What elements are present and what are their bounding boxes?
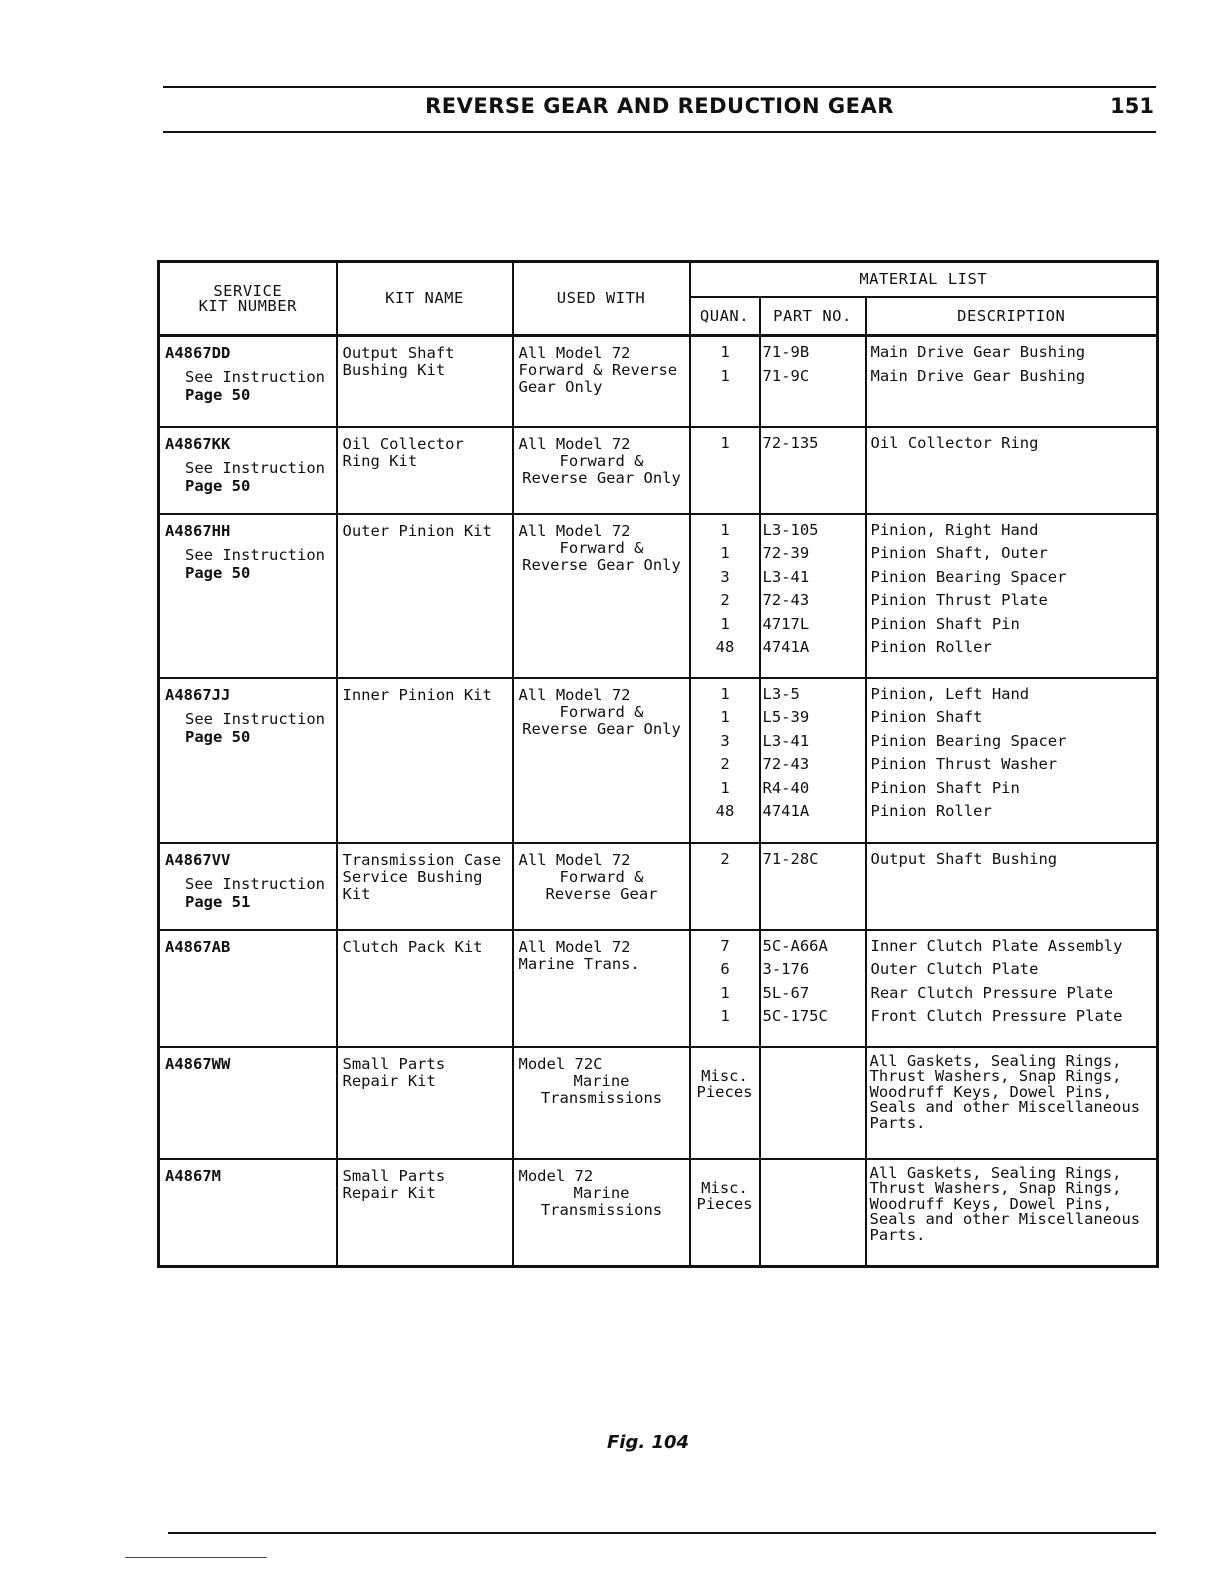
item-part-no: 72-43 — [762, 591, 810, 609]
kit-name: Inner Pinion Kit — [342, 685, 492, 704]
item-part-no: 72-43 — [762, 755, 810, 773]
kit-name: Small Parts Repair Kit — [342, 1054, 446, 1090]
item-part-no: L5-39 — [762, 708, 810, 726]
col-header-description: DESCRIPTION — [866, 297, 1158, 336]
kit-number: A4867VV — [165, 850, 231, 869]
item-description: Pinion Shaft Pin — [870, 614, 1020, 633]
description-cell — [866, 1047, 1158, 1159]
used-with-cell — [513, 930, 690, 1047]
table-body — [159, 336, 1158, 1267]
quantity-cell — [690, 427, 760, 514]
item-part-no: 72-135 — [762, 433, 819, 452]
kit-number-cell — [159, 427, 337, 514]
kit-number-cell — [159, 678, 337, 843]
item-description: Pinion Bearing Spacer — [870, 567, 1067, 586]
used-with-detail: Forward & Reverse Gear Only — [522, 451, 681, 487]
page-title: REVERSE GEAR AND REDUCTION GEAR — [425, 94, 894, 118]
quantity-cell — [690, 930, 760, 1047]
item-quantity: 2 — [720, 849, 730, 868]
col-header-material-list: MATERIAL LIST — [690, 262, 1158, 298]
item-description: Pinion Shaft, Outer — [870, 544, 1048, 562]
kit-number-cell — [159, 514, 337, 678]
quantity-cell — [690, 336, 760, 427]
col-header-kit-name: KIT NAME — [337, 262, 513, 336]
used-with-cell — [513, 427, 690, 514]
used-with-cell — [513, 336, 690, 427]
item-part-no: 5C-A66A — [762, 936, 828, 955]
table-row — [159, 336, 1158, 427]
used-with-cell — [513, 1047, 690, 1159]
description-cell — [866, 514, 1158, 678]
kit-name-cell — [337, 843, 513, 930]
item-description: Front Clutch Pressure Plate — [870, 1007, 1123, 1025]
table-row — [159, 1159, 1158, 1267]
description-cell — [866, 427, 1158, 514]
item-description: Rear Clutch Pressure Plate — [870, 983, 1114, 1002]
item-quantity: 1 — [720, 544, 730, 562]
kit-number: A4867WW — [165, 1054, 231, 1073]
item-description: Pinion, Left Hand — [870, 684, 1030, 703]
kit-number: A4867AB — [165, 937, 231, 956]
item-quantity: 3 — [720, 567, 730, 586]
item-description: Pinion Bearing Spacer — [870, 731, 1067, 750]
item-quantity: 3 — [720, 731, 730, 750]
footer-rule — [168, 1532, 1156, 1534]
quantity-cell — [690, 843, 760, 930]
item-part-no: 4717L — [762, 614, 810, 633]
service-kit-table — [157, 260, 1159, 1268]
kit-number-cell — [159, 930, 337, 1047]
kit-name-cell — [337, 930, 513, 1047]
kit-name-cell — [337, 427, 513, 514]
kit-number: A4867M — [165, 1166, 221, 1185]
instruction-reference: See Instruction Page 50 — [185, 545, 325, 582]
item-quantity: 1 — [720, 684, 730, 703]
used-with-model: All Model 72 — [518, 521, 631, 540]
kit-name-cell — [337, 1047, 513, 1159]
table-row — [159, 1047, 1158, 1159]
used-with-detail: Forward & Reverse Gear Only — [522, 538, 681, 574]
used-with-detail: Forward & Reverse Gear — [545, 867, 658, 903]
used-with-model: All Model 72 — [518, 344, 631, 362]
item-quantity: 1 — [720, 1007, 730, 1025]
item-description: Output Shaft Bushing — [870, 849, 1058, 868]
kit-name-cell — [337, 678, 513, 843]
item-description: Pinion Roller — [870, 638, 992, 656]
quantity-cell — [690, 514, 760, 678]
kit-number-cell — [159, 843, 337, 930]
part-no-cell — [760, 843, 866, 930]
description-cell — [866, 678, 1158, 843]
kit-number: A4867JJ — [165, 685, 231, 704]
item-description: Pinion Roller — [870, 802, 992, 820]
used-with-detail: Marine Transmissions — [540, 1071, 663, 1107]
table-row — [159, 930, 1158, 1047]
kit-name: Oil Collector Ring Kit — [342, 434, 464, 470]
item-quantity: 1 — [720, 708, 730, 726]
item-description: Outer Clutch Plate — [870, 960, 1039, 978]
item-part-no: L3-41 — [762, 731, 810, 750]
used-with-cell — [513, 514, 690, 678]
instruction-reference: See Instruction Page 51 — [185, 874, 325, 911]
quantity-cell — [690, 678, 760, 843]
footer-link-underline — [125, 1557, 267, 1558]
used-with-model: Model 72C — [518, 1054, 603, 1073]
used-with-model: All Model 72 — [518, 434, 631, 453]
col-header-part-no: PART NO. — [760, 297, 866, 336]
quantity-cell — [690, 1047, 760, 1159]
item-description: Inner Clutch Plate Assembly — [870, 936, 1123, 955]
kit-number-cell — [159, 1159, 337, 1267]
description-cell — [866, 1159, 1158, 1267]
item-quantity: 1 — [720, 366, 730, 385]
item-quantity: 7 — [720, 936, 730, 955]
item-quantity: 6 — [720, 960, 730, 978]
kit-number-cell — [159, 336, 337, 427]
kit-number: A4867DD — [165, 344, 231, 362]
page-number: 151 — [1110, 94, 1154, 118]
table-row — [159, 678, 1158, 843]
table-row — [159, 514, 1158, 678]
item-description: Main Drive Gear Bushing — [870, 343, 1086, 361]
item-quantity: 2 — [720, 591, 730, 609]
used-with-detail: Forward & Reverse Gear Only — [518, 361, 678, 396]
description-cell — [866, 336, 1158, 427]
item-quantity: 48 — [715, 638, 735, 656]
used-with-cell — [513, 678, 690, 843]
item-quantity: 48 — [715, 802, 735, 820]
used-with-detail: Forward & Reverse Gear Only — [522, 702, 681, 738]
item-description: Oil Collector Ring — [870, 433, 1039, 452]
used-with-cell — [513, 843, 690, 930]
item-quantity: 2 — [720, 755, 730, 773]
misc-description: All Gaskets, Sealing Rings, Thrust Washers, Snap Rings, Woodruff Keys, Dowel Pins, Seals and other Miscellaneous Parts. — [869, 1163, 1141, 1244]
kit-number-cell — [159, 1047, 337, 1159]
col-header-used-with: USED WITH — [513, 262, 690, 336]
item-quantity: 1 — [720, 778, 730, 797]
item-part-no: 71-9B — [762, 343, 810, 361]
quantity-cell — [690, 1159, 760, 1267]
kit-name: Outer Pinion Kit — [342, 521, 492, 540]
item-description: Pinion Shaft — [870, 708, 983, 726]
item-description: Main Drive Gear Bushing — [870, 366, 1086, 385]
used-with-model: Model 72 — [518, 1166, 594, 1185]
item-quantity: 1 — [720, 520, 730, 539]
item-part-no: 71-28C — [762, 849, 819, 868]
kit-number: A4867KK — [165, 434, 231, 453]
item-part-no: 71-9C — [762, 366, 810, 385]
col-header-quantity: QUAN. — [690, 297, 760, 336]
instruction-reference: See Instruction Page 50 — [185, 458, 325, 495]
kit-name: Output Shaft Bushing Kit — [342, 344, 455, 379]
header-bottom-rule — [163, 131, 1156, 133]
misc-description: All Gaskets, Sealing Rings, Thrust Washers, Snap Rings, Woodruff Keys, Dowel Pins, Seals and other Miscellaneous Parts. — [869, 1051, 1141, 1132]
item-description: Pinion Thrust Washer — [870, 755, 1058, 773]
kit-name-cell — [337, 336, 513, 427]
used-with-model: All Model 72 — [518, 937, 631, 956]
item-part-no: 5C-175C — [762, 1007, 828, 1025]
kit-name: Small Parts Repair Kit — [342, 1166, 446, 1202]
table-row — [159, 427, 1158, 514]
item-part-no: 3-176 — [762, 960, 810, 978]
used-with-model: All Model 72 — [518, 685, 631, 704]
part-no-cell — [760, 427, 866, 514]
item-part-no: 4741A — [762, 802, 810, 820]
item-part-no: L3-105 — [762, 520, 819, 539]
col-header-kit-number: SERVICE KIT NUMBER — [159, 262, 337, 336]
kit-name: Transmission Case Service Bushing Kit — [342, 850, 502, 903]
instruction-reference: See Instruction Page 50 — [185, 709, 325, 746]
item-description: Pinion, Right Hand — [870, 520, 1039, 539]
header-top-rule — [163, 86, 1156, 88]
item-part-no: L3-5 — [762, 684, 800, 703]
used-with-detail: Marine Transmissions — [540, 1183, 663, 1219]
item-part-no: 4741A — [762, 638, 810, 656]
item-part-no: 72-39 — [762, 544, 810, 562]
kit-name-cell — [337, 514, 513, 678]
item-description: Pinion Thrust Plate — [870, 591, 1048, 609]
used-with-model: All Model 72 — [518, 850, 631, 869]
kit-name: Clutch Pack Kit — [342, 937, 483, 956]
item-quantity: 1 — [720, 343, 730, 361]
item-part-no: L3-41 — [762, 567, 810, 586]
item-quantity: 1 — [720, 983, 730, 1002]
used-with-detail: Marine Trans. — [518, 954, 640, 973]
part-no-cell — [760, 514, 866, 678]
part-no-cell — [760, 1159, 866, 1267]
part-no-cell — [760, 336, 866, 427]
part-no-cell — [760, 930, 866, 1047]
description-cell — [866, 930, 1158, 1047]
part-no-cell — [760, 1047, 866, 1159]
item-description: Pinion Shaft Pin — [870, 778, 1020, 797]
description-cell — [866, 843, 1158, 930]
used-with-cell — [513, 1159, 690, 1267]
misc-pieces: Misc. Pieces — [696, 1178, 753, 1213]
item-part-no: 5L-67 — [762, 983, 810, 1002]
part-no-cell — [760, 678, 866, 843]
item-quantity: 1 — [720, 614, 730, 633]
item-quantity: 1 — [720, 433, 730, 452]
kit-name-cell — [337, 1159, 513, 1267]
item-part-no: R4-40 — [762, 778, 810, 797]
misc-pieces: Misc. Pieces — [696, 1066, 753, 1101]
table-row — [159, 843, 1158, 930]
kit-number: A4867HH — [165, 521, 231, 540]
instruction-reference: See Instruction Page 50 — [185, 368, 325, 404]
figure-caption: Fig. 104 — [606, 1432, 690, 1453]
